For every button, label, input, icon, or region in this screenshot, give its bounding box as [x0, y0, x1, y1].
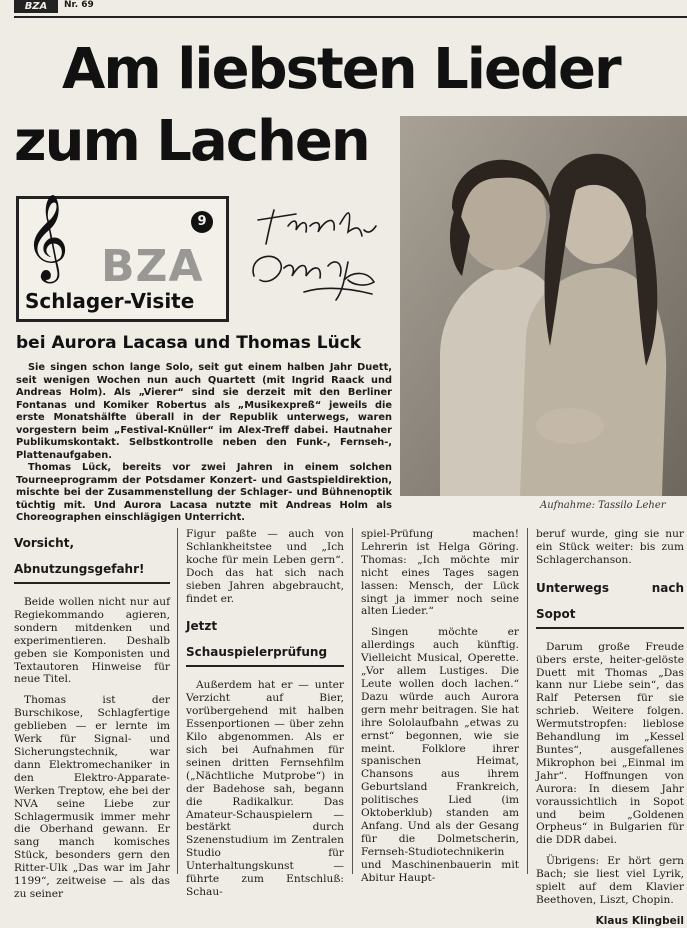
body-paragraph: spiel-Prüfung machen! Lehrerin ist Helga Göring. Thomas: „Ich möchte mir nicht eines Tages sagen lassen: Mensch, der Lück singt ja immer noch seine alten Lieder.“	[361, 528, 519, 618]
schlager-visite-logo	[16, 196, 229, 322]
signature-aurora-lacasa	[253, 256, 374, 300]
headline-line-1: Am liebsten Lieder	[62, 37, 620, 102]
top-rule	[14, 16, 687, 18]
photo-credit: Aufnahme: Tassilo Leher	[540, 500, 666, 511]
body-paragraph: Darum große Freude übers erste, heiter-gelöste Duett mit Thomas „Das kann nur Liebe sein“, das Ralf Petersen für sie schrieb. Weitere folgen. Wermutstropfen: lieblose Behandlung im „Kessel Buntes“, ausgefallenes Mikrophon bei „Einmal im Jahr“. Hoffnungen von Aurora: In diesem Jahr voraussichtlich in Sopot und beim „Goldenen Orpheus“ in Bulgarien für die DDR dabei.	[536, 640, 684, 847]
article-column-2	[186, 528, 344, 907]
series-number-badge: 9	[191, 211, 213, 233]
autographs-image	[244, 196, 392, 316]
headline-line-2: zum Lachen	[14, 109, 369, 174]
deck-line: bei Aurora Lacasa und Thomas Lück	[16, 333, 362, 353]
subhead-text: Unterwegs nach Sopot	[536, 575, 684, 629]
issue-number: Nr. 69	[64, 0, 94, 10]
body-paragraph: Übrigens: Er hört gern Bach; sie liest viel Lyrik, spielt auf dem Klavier Beethoven, Liszt, Chopin.	[536, 855, 684, 906]
body-paragraph: Figur paßte — auch von Schlankheitstee und „Ich koche für mein Leben gern“. Doch das hat sich nach sieben Jahren abgebraucht, findet er.	[186, 528, 344, 605]
intro-paragraphs	[16, 362, 392, 525]
subhead-text: Jetzt Schauspielerprüfung	[186, 613, 344, 667]
author-byline: Klaus Klingbeil	[595, 914, 684, 927]
subhead-vorsicht	[14, 530, 170, 588]
article-column-3	[361, 528, 519, 892]
logo-subtitle: Schlager-Visite	[25, 289, 195, 313]
duo-photo	[400, 116, 687, 496]
column-rule	[527, 528, 528, 874]
logo-letters: BZA	[101, 241, 204, 292]
body-paragraph: Beide wollen nicht nur auf Regiekommando agieren, sondern mitdenken und experimentieren. Deshalb geben sie Komponisten und Textautoren Hinweise für neue Titel.	[14, 596, 170, 686]
subhead-schauspieler	[186, 613, 344, 671]
column-rule	[177, 528, 178, 874]
signature-thomas-lueck	[258, 210, 376, 244]
column-rule	[352, 528, 353, 874]
article-column-1	[14, 528, 170, 909]
body-paragraph: Außerdem hat er — unter Verzicht auf Bier, vorübergehend mit halben Essenportionen — über zehn Kilo abgenommen. Als er sich bei Aufnahmen für seinen dritten Fernsehfilm („Nächtliche Mutprobe“) in der Badehose sah, begann die Radikalkur. Das Amateur-Schauspielern — bestärkt durch Szenenstudium im Zentralen Studio für Unterhaltungskunst — führte zum Entschluß: Schau-	[186, 679, 344, 898]
subhead-sopot	[536, 575, 684, 633]
duo-photo-image	[400, 116, 687, 496]
body-paragraph: beruf wurde, ging sie nur ein Stück weiter: bis zum Schlagerchanson.	[536, 528, 684, 566]
article-column-4	[536, 528, 684, 928]
intro-paragraph: Sie singen schon lange Solo, seit gut einem halben Jahr Duett, seit wenigen Wochen nun auch Quartett (mit Ingrid Raack und Andreas Holm). Als „Vierer“ sind sie derzeit mit den Berliner Fontanas und Komiker Robertus als „Musikexpreß“ jeweils die erste Monatshälfte überall in der Republik unterwegs, waren vorgestern beim „Festival-Knüller“ im Alex-Treff dabei. Hautnaher Publikumskontakt. Selbstkontrolle neben den Funk-, Fernseh-, Plattenaufgaben.	[16, 362, 392, 461]
intro-paragraph: Thomas Lück, bereits vor zwei Jahren in einem solchen Tourneeprogramm der Potsdamer Konzert- und Gastspieldirektion, mischte bei der Zusammenstellung der Schlager- und Bühnenoptik tüchtig mit. Und Aurora Lacasa nutzte mit Andreas Holm als Choreographen einschlägigen Unterricht.	[16, 462, 392, 523]
body-paragraph: Thomas ist der Burschikose, Schlagfertige geblieben — er lernte im Werk für Signal- und Sicherungstechnik, war dann Elektromechaniker in den Elektro-Apparate-Werken Treptow, ehe bei der NVA seine Liebe zur Schlagermusik immer mehr die Oberhand gewann. Er sang manch komisches Stück, besonders gern den Ritter-Ulk „Das war im Jahr 1199“, zeitweise — als das zu seiner	[14, 694, 170, 900]
subhead-text: Vorsicht, Abnutzungsgefahr!	[14, 530, 170, 584]
body-paragraph: Singen möchte er allerdings auch künftig. Vielleicht Musical, Operette. „Vor allem Lustiges. Die Leute wollen doch lachen.“ Dazu würde auch Aurora gern mehr beitragen. Sie hat ihre Sololaufbahn „etwas zu ernst“ begonnen, wie sie meint. Folklore ihrer spanischen Heimat, Chansons aus ihrem Geburtsland Frankreich, politisches Lied (im Oktoberklub) standen am Anfang. Und als der Gesang für die Dolmetscherin, Fernseh-Studiotechnikerin und Maschinenbauerin mit Abitur Haupt-	[361, 626, 519, 884]
treble-clef-icon: 𝄞	[25, 194, 69, 280]
masthead-logo: BZA	[14, 0, 58, 13]
